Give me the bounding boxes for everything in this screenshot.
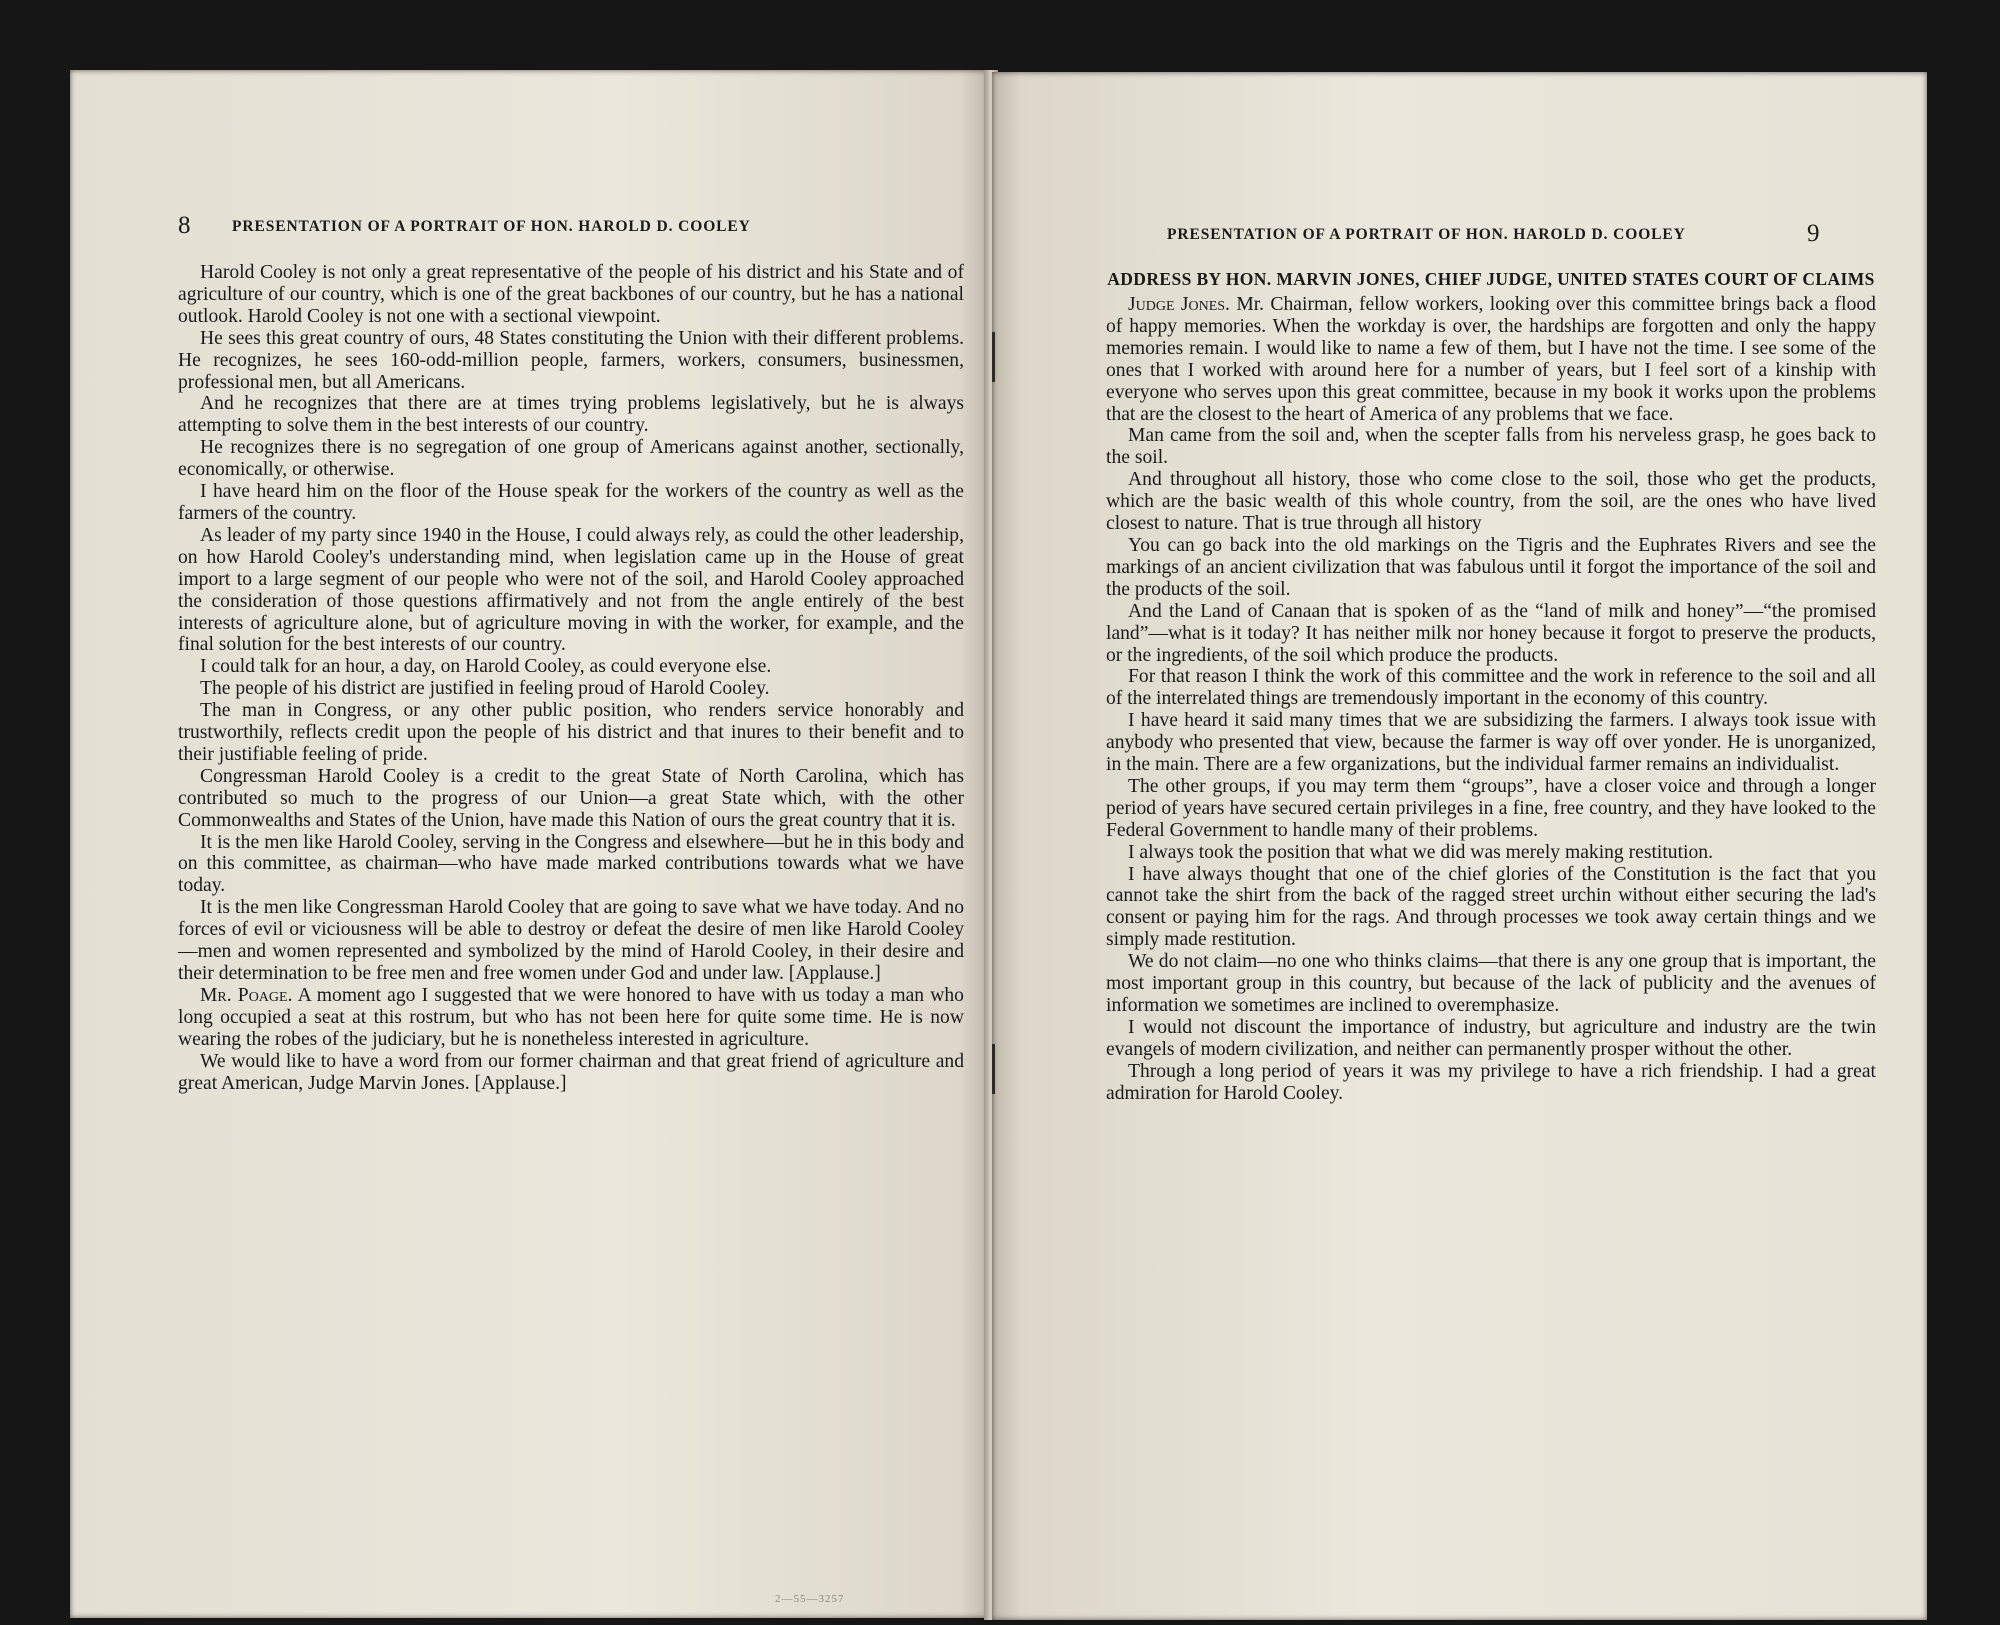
staple (992, 1044, 995, 1094)
speaker-name: Mr. Poage. (200, 984, 293, 1006)
paragraph: Man came from the soil and, when the scepter falls from his nerveless grasp, he goes back to the soil. (1106, 425, 1876, 469)
paragraph: And throughout all history, those who come close to the soil, those who get the products, which are the basic wealth of this whole country, from the soil, are the ones who have lived closest to nature. That is true through all history (1106, 469, 1876, 535)
left-page (70, 70, 988, 1618)
right-page (992, 72, 1927, 1620)
jones-opening-text: Mr. Chairman, fellow workers, looking over this committee brings back a flood of happy memories. When the workday is over, the hardships are forgotten and only the happy memories remain. I would like to name a few of them, but I have not the time. I see some of the ones that I worked with around here for a number of years, but I feel sort of a kinship with everyone who serves upon this great committee, because in my book it works upon the problems that are the closest to the heart of America of any problems that we face. (1106, 294, 1876, 425)
left-paragraph-list (178, 262, 964, 985)
final-paragraph: We would like to have a word from our former chairman and that great friend of agriculture and great American, Judge Marvin Jones. [Applause.] (178, 1050, 964, 1094)
paragraph: I could talk for an hour, a day, on Harold Cooley, as could everyone else. (200, 656, 772, 678)
running-head: PRESENTATION OF A PORTRAIT OF HON. HAROLD D. COOLEY (1167, 226, 1686, 243)
paragraph: I have heard him on the floor of the House speak for the workers of the country as well as the farmers of the country. (178, 481, 964, 524)
paragraph: The other groups, if you may term them “groups”, have a closer voice and through a longer period of years have secured certain privileges in a fine, free country, and they have looked to the Federal Government to handle many of their problems. (1106, 775, 1876, 841)
paragraph: He recognizes there is no segregation of one group of Americans against another, sectionally, economically, or otherwise. (178, 437, 964, 481)
staple (992, 332, 995, 382)
address-title: ADDRESS BY HON. MARVIN JONES, CHIEF JUDGE, UNITED STATES COURT OF CLAIMS (1107, 269, 1875, 289)
paragraph: You can go back into the old markings on the Tigris and the Euphrates Rivers and see the markings of an ancient civilization that was fabulous until it forgot the importance of the soil and the products of the soil. (1106, 534, 1876, 600)
paragraph: For that reason I think the work of this committee and the work in reference to the soil and all of the interrelated things are tremendously important in the economy of this country. (1106, 666, 1876, 710)
paragraph: He sees this great country of ours, 48 States constituting the Union with their different problems. He recognizes, he sees 160-odd-million people, farmers, workers, consumers, businessmen, professional men, but all Americans. (178, 327, 964, 393)
paragraph: I have always thought that one of the chief glories of the Constitution is the fact that you cannot take the shirt from the back of the ragged street urchin without either securing the lad's consent or paying him for the rags. And through processes we took away certain things and we simply made restitution. (1106, 863, 1876, 951)
jones-opening-paragraph (1106, 294, 1876, 425)
paragraph: And the Land of Canaan that is spoken of as the “land of milk and honey”—“the promised land”—what is it today? It has neither milk nor honey because it forgot to preserve the products, or the ingredients, of the soil which produce the products. (1106, 600, 1876, 666)
running-head: PRESENTATION OF A PORTRAIT OF HON. HAROLD D. COOLEY (232, 218, 751, 235)
paragraph: As leader of my party since 1940 in the House, I could always rely, as could the other leadership, on how Harold Cooley's understanding mind, when legislation came up in the House of great import to a large segment of our people who were not of the soil, and Harold Cooley approached the consideration of those questions affirmatively and not from the angle entirely of the best interests of agriculture alone, but of agriculture moving in with the worker, for example, and the final solution for the best interests of our country. (178, 524, 964, 656)
paragraph: I always took the position that what we did was merely making restitution. (1128, 841, 1713, 863)
paragraph: It is the men like Harold Cooley, serving in the Congress and elsewhere—but he in this body and on this committee, as chairman—who have made marked contributions towards what we have today. (178, 831, 964, 897)
paragraph: I have heard it said many times that we are subsidizing the farmers. I always took issue with anybody who presented that view, because the farmer is way off over yonder. He is unorganized, in the main. There are a few organizations, but the individual farmer remains an individualist. (1106, 710, 1876, 776)
paragraph: And he recognizes that there are at times trying problems legislatively, but he is always attempting to solve them in the best interests of our country. (178, 393, 964, 437)
speaker-name: Judge Jones. (1128, 294, 1230, 315)
page-number: 9 (1807, 220, 1820, 247)
paragraph: We do not claim—no one who thinks claims—that there is any one group that is important, the most important group in this country, but because of the lack of publicity and the avenues of information we sometimes are inclined to overemphasize. (1106, 951, 1876, 1016)
paragraph: Through a long period of years it was my privilege to have a rich friendship. I had a great admiration for Harold Cooley. (1106, 1060, 1876, 1104)
paragraph: It is the men like Congressman Harold Cooley that are going to save what we have today. And no forces of evil or viciousness will be able to destroy or defeat the desire of men like Harold Cooley—men and women represented and symbolized by the mind of Harold Cooley, in their desire and their determination to be free men and free women under God and under law. [Applause.] (178, 897, 964, 984)
left-body-text (178, 262, 964, 1094)
paragraph: I would not discount the importance of industry, but agriculture and industry are the twin evangels of modern civilization, and neither can permanently prosper without the other. (1106, 1016, 1876, 1060)
paragraph: Congressman Harold Cooley is a credit to the great State of North Carolina, which has contributed so much to the progress of our Union—a great State which, with the other Commonwealths and States of the Union, have made this Nation of ours the great country that it is. (178, 765, 964, 831)
paragraph: Harold Cooley is not only a great representative of the people of his district and his State and of agriculture of our country, which is one of the great backbones of our country, but he has a national outlook. Harold Cooley is not one with a sectional viewpoint. (178, 262, 964, 327)
print-code: 2—55—3257 (775, 1593, 845, 1605)
paragraph: The people of his district are justified in feeling proud of Harold Cooley. (200, 678, 770, 700)
paragraph: The man in Congress, or any other public position, who renders service honorably and trustworthily, reflects credit upon the people of his district and that inures to their benefit and to their justifiable feeling of pride. (178, 700, 964, 765)
poage-text: A moment ago I suggested that we were honored to have with us today a man who long occupied a seat at this rostrum, but who has not been here for quite some time. He is now wearing the robes of the judiciary, but he is nonetheless interested in agriculture. (178, 984, 964, 1050)
poage-paragraph (178, 985, 964, 1051)
right-body-text (1106, 268, 1876, 1105)
page-number: 8 (178, 212, 191, 239)
right-paragraph-list (1106, 425, 1876, 1104)
